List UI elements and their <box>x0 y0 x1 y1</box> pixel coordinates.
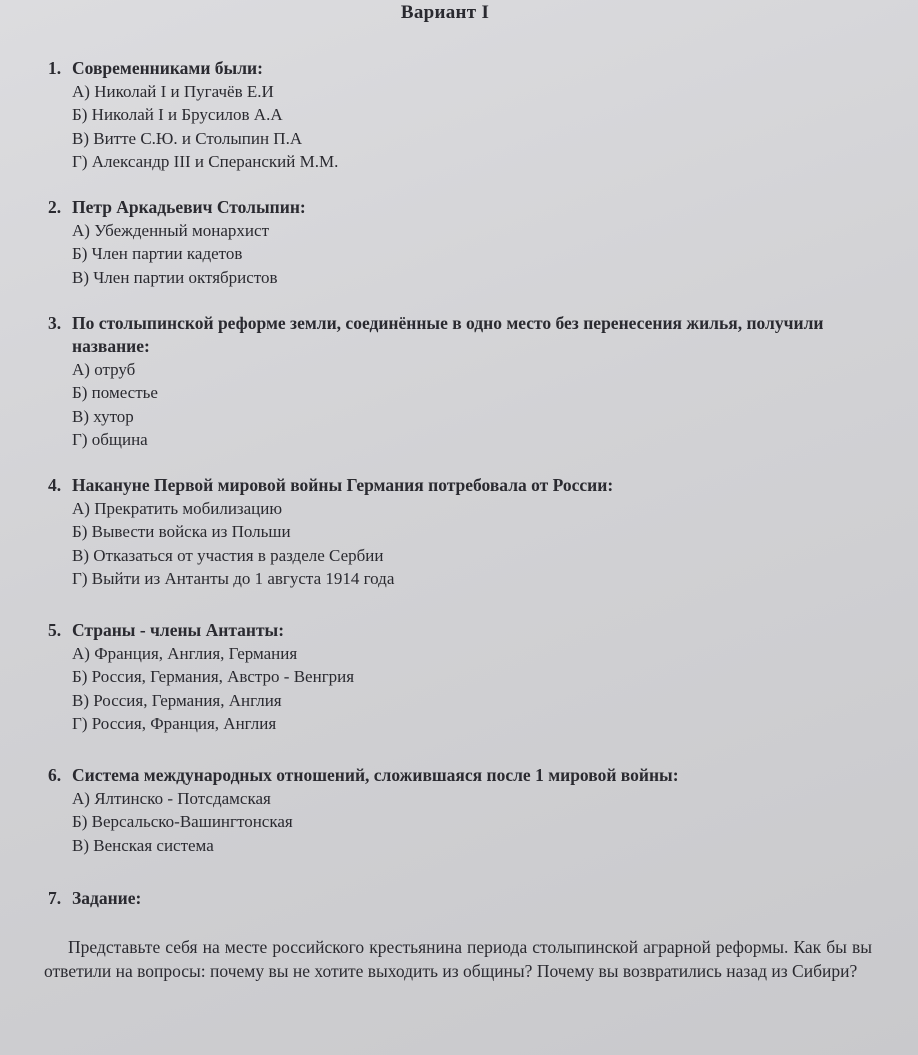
answer-option: Б) Россия, Германия, Австро - Венгрия <box>72 667 355 687</box>
question-number: 4. <box>48 475 62 495</box>
question-1 <box>48 57 888 173</box>
question-heading <box>48 474 888 497</box>
question-text: Страны - члены Антанты: <box>72 620 285 640</box>
question-2 <box>48 196 888 289</box>
question-heading <box>48 887 888 910</box>
question-text: Система международных отношений, сложившаяся после 1 мировой войны: <box>72 765 679 785</box>
answer-option: В) Россия, Германия, Англия <box>72 690 282 710</box>
question-5 <box>48 619 888 735</box>
question-heading <box>48 619 888 642</box>
question-3 <box>48 312 888 451</box>
question-number: 3. <box>48 313 62 333</box>
answer-option: А) Убежденный монархист <box>72 221 270 240</box>
question-number: 7. <box>48 888 62 908</box>
answer-option: А) Франция, Англия, Германия <box>72 644 298 663</box>
question-text: Накануне Первой мировой войны Германия потребовала от России: <box>72 475 614 495</box>
answer-option: В) Отказаться от участия в разделе Сербии <box>72 545 384 565</box>
answer-option: А) отруб <box>72 360 136 379</box>
question-6 <box>48 764 888 857</box>
answer-option: Г) Александр III и Сперанский М.М. <box>72 151 339 171</box>
answer-option: В) хутор <box>72 406 134 426</box>
question-number: 1. <box>48 58 62 78</box>
answer-option: В) Член партии октябристов <box>72 267 278 287</box>
question-text: Современниками были: <box>72 58 263 78</box>
question-heading <box>48 764 888 787</box>
answer-option: А) Николай I и Пугачёв Е.И <box>72 82 274 101</box>
answer-options <box>72 642 888 735</box>
answer-option: Г) Россия, Франция, Англия <box>72 713 277 733</box>
answer-option: А) Ялтинско - Потсдамская <box>72 789 271 808</box>
question-4 <box>48 474 888 590</box>
question-text: Задание: <box>72 888 142 908</box>
question-7 <box>48 887 888 910</box>
answer-option: В) Витте С.Ю. и Столыпин П.А <box>72 128 303 148</box>
page-title: Вариант I <box>400 2 490 23</box>
answer-option: Б) поместье <box>72 383 158 403</box>
question-number: 2. <box>48 197 62 217</box>
answer-option: Б) Николай I и Брусилов А.А <box>72 105 283 125</box>
answer-options <box>72 787 888 857</box>
answer-option: Б) Вывести войска из Польши <box>72 522 291 542</box>
question-heading <box>48 312 888 358</box>
answer-option: А) Прекратить мобилизацию <box>72 499 283 518</box>
answer-options <box>72 497 888 590</box>
answer-options <box>72 80 888 173</box>
answer-option: Б) Член партии кадетов <box>72 244 243 264</box>
question-heading <box>48 57 888 80</box>
answer-option: Г) Выйти из Антанты до 1 августа 1914 года <box>72 568 395 588</box>
answer-option: Б) Версальско-Вашингтонская <box>72 812 293 832</box>
answer-options <box>72 219 888 289</box>
answer-option: Г) община <box>72 429 148 449</box>
answer-option: В) Венская система <box>72 835 214 855</box>
question-text: Петр Аркадьевич Столыпин: <box>72 197 306 217</box>
question-text: По столыпинской реформе земли, соединённые в одно место без перенесения жилья, получили название: <box>72 313 824 356</box>
question-number: 6. <box>48 765 62 785</box>
question-number: 5. <box>48 620 62 640</box>
question-heading <box>48 196 888 219</box>
task-paragraph: Представьте себя на месте российского крестьянина периода столыпинской аграрной реформы. Как бы вы ответили на вопросы: почему вы не хотите выходить из общины? Почему вы возвратились назад из Сибири? <box>44 937 872 981</box>
answer-options <box>72 358 888 451</box>
